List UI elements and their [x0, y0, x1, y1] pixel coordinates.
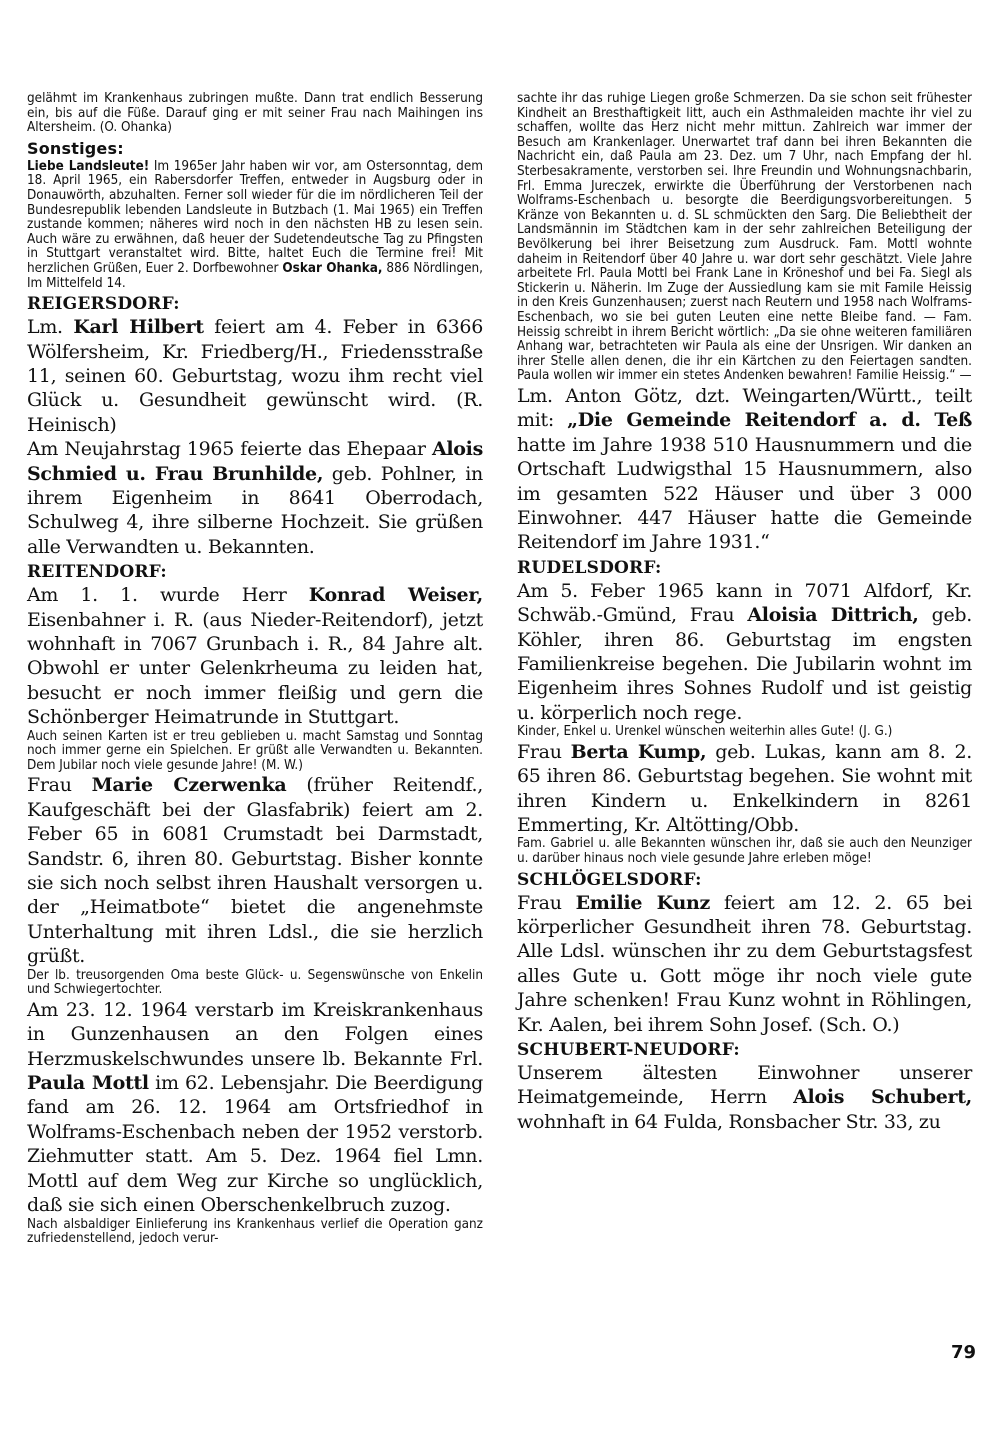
page-number: 79 — [951, 1342, 977, 1363]
paragraph — [517, 1061, 972, 1134]
section-heading-sonstiges: Sonstiges: — [27, 138, 124, 158]
text: geb. Lukas, kann am 8. 2. 65 ihren 86. Geburtstag begehen. Sie wohnt mit ihren Kindern u. Enkelkindern in 8261 Emmerting, Kr. Altötting/Obb. — [517, 740, 972, 836]
text: geb. Pohlner, in ihrem Eigenheim in 8641 Oberrodach, Schulweg 4, ihre silberne Hochzeit. Sie grüßen alle Verwandten u. Bekannten. — [27, 462, 483, 558]
text: Eisenbahner i. R. (aus Nieder-Reitendorf), jetzt wohnhaft in 7067 Grunbach i. R., 84 Jahre alt. Obwohl er unter Gelenkrheuma zu leiden hat, besucht er noch immer fleißig und gern die Schönberger Heimatrunde in Stuttgart. — [27, 608, 483, 729]
person-name: Alois Schmied u. Frau Brunhilde, — [27, 438, 483, 485]
section-heading-reitendorf: REITENDORF: — [27, 562, 167, 583]
text: feiert am 12. 2. 65 bei körperlicher Gesundheit ihren 78. Geburtstag. Alle Ldsl. wünschen ihr zu dem Geburtstagsfest alles Gute u. Gott möge ihr noch viele gute Jahre schenken! Frau Kunz wohnt in Röhlingen, Kr. Aalen, bei ihrem Sohn Josef. (Sch. O.) — [517, 891, 973, 1036]
text: Unserem ältesten Einwohner unserer Heimatgemeinde, Herrn — [517, 1062, 972, 1109]
paragraph: Fam. Gabriel u. alle Bekannten wünschen ihr, daß sie auch den Neunziger u. darüber hinaus noch viele gesunde Jahre erleben möge! — [517, 836, 972, 866]
text: (früher Reitendf., Kaufgeschäft bei der Glasfabrik) feiert am 2. Feber 65 in 6081 Crumstadt bei Darmstadt, Sandstr. 6, ihren 80. Geburtstag. Bisher konnte sie sich noch selbst ihren Haushalt versorgen u. der „Heimatbote“ bietet die angenehmste Unterhaltung mit ihren Ldsl., die sie herzlich grüßt. — [27, 774, 483, 968]
right-column — [517, 92, 972, 1134]
bold-quote: „Die Gemeinde Reitendorf a. d. Teß — [567, 409, 972, 432]
person-name: Alois Schubert, — [793, 1086, 972, 1109]
paragraph — [27, 583, 483, 729]
paragraph — [27, 773, 483, 968]
text: Lm. Anton Götz, dzt. Weingarten/Württ., teilt mit: — [517, 384, 972, 432]
section-heading-schubert-neudorf: SCHUBERT-NEUDORF: — [517, 1040, 740, 1060]
paragraph: Auch seinen Karten ist er treu geblieben u. macht Samstag und Sonntag noch immer gerne ein Spielchen. Er grüßt alle Verwandten u. Bekannten. Dem Jubilar noch viele gesunde Jahre! (M. W.) — [27, 728, 483, 773]
paragraph — [517, 579, 972, 725]
paragraph: sachte ihr das ruhige Liegen große Schmerzen. Da sie schon seit frühester Kindheit an Bresthaftigkeit litt, auch ein Asthmaleiden machte ihr viel zu schaffen, wollte das Herz nicht mehr mittun. Zahlreich war immer der Besuch am Krankenlager. Unerwartet traf dann bei ihren Bekannten die Nachricht ein, daß Paula am 23. Dez. um 7 Uhr, nach Empfang der hl. Sterbesakramente, verstorben sei. Ihre Freundin und Wohnungsnachbarin, Frl. Emma Jureczek, erwirkte die Überführung der Verstorbenen nach Wolframs-Eschenbach u. besorgte die Beerdigungsvorbereitungen. 5 Kränze von Bekannten u. d. SL schmückten den Sarg. Die Beliebtheit der Landsmännin im Städtchen kam in der sehr zahlreichen Beteiligung der Bevölkerung bei ihrer Beisetzung zum Ausdruck. Fam. Mottl wohnte daheim in Reitendorf über 40 Jahre u. war dort sehr geschätzt. Viele Jahre arbeitete Frl. Paula Mottl bei Frank Lane in Kröneshof und bei Fa. Siegl als Stickerin u. Näherin. Im Zuge der Aussiedlung kam sie mit Famile Heissig in den Kreis Gunzenhausen; zuerst nach Reutern und 1958 nach Wolframs-Eschenbach, wo sie bei guten Leuten eine nette Bleibe fand. — Fam. Heissig schreibt in ihrem Bericht wörtlich: „Da sie ohne weiteren familiären Anhang war, betrachteten wir Paula als eine der Unsrigen. Wir danken an ihrer Stelle allen denen, die ihr ein Kärtchen zu den Feiertagen sandten. Paula wollen wir immer ein stetes Andenken bewahren! Familie Heissig.“ — — [517, 91, 972, 384]
bold-lead: Liebe Landsleute! — [27, 158, 150, 174]
person-name: Oskar Ohanka, — [282, 260, 383, 276]
text: feiert am 4. Feber in 6366 Wölfersheim, Kr. Friedberg/H., Friedensstraße 11, seinen 60. Geburtstag, wozu ihm recht viel Glück u. Gesundheit gewünscht wird. (R. Heinisch) — [27, 316, 483, 436]
section-heading-reigersdorf: REIGERSDORF: — [27, 294, 180, 315]
text: Am 5. Feber 1965 kann in 7071 Alfdorf, Kr. Schwäb.-Gmünd, Frau — [517, 579, 972, 627]
paragraph — [27, 160, 483, 291]
text: Frau — [517, 740, 571, 763]
section-heading-rudelsdorf: RUDELSDORF: — [517, 557, 662, 578]
paragraph — [517, 740, 972, 838]
person-name: Emilie Kunz — [575, 891, 710, 914]
text: Frau — [27, 774, 92, 797]
paragraph: Kinder, Enkel u. Urenkel wünschen weiterhin alles Gute! (J. G.) — [517, 724, 893, 740]
person-name: Karl Hilbert — [73, 316, 204, 339]
text: wohnhaft in 64 Fulda, Ronsbacher Str. 33, zu — [517, 1110, 941, 1133]
person-name: Paula Mottl — [27, 1072, 149, 1095]
text: Im 1965er Jahr haben wir vor, am Ostersonntag, dem 18. April 1965, ein Rabersdorfer Treffen, entweder in Augsburg oder in Donauwörth, abzuhalten. Ferner soll wieder für die im nördlicheren Teil der Bundesrepublik lebenden Landsleute in Butzbach (1. Mai 1965) ein Treffen zustande kommen; näheres wird noch in den nächsten HB zu lesen sein. Auch wäre zu erwähnen, daß heuer der Sudetendeutsche Tag zu Pfingsten in Stuttgart veranstaltet wird. Bitte, haltet Euch die Termine frei! Mit herzlichen Grüßen, Euer 2. Dorfbewohner — [27, 158, 483, 276]
text: Am 1. 1. wurde Herr — [27, 584, 309, 607]
left-column — [27, 92, 483, 1247]
text: im 62. Lebensjahr. Die Beerdigung fand am 26. 12. 1964 am Ortsfriedhof in Wolframs-Eschenbach neben der 1952 verstorb. Ziehmutter statt. Am 5. Dez. 1964 fiel Lmn. Mottl auf dem Weg zur Kirche so unglücklich, daß sie sich einen Oberschenkelbruch zuzog. — [27, 1072, 483, 1217]
person-name: Marie Czerwenka — [91, 774, 287, 797]
paragraph: Der lb. treusorgenden Oma beste Glück- u. Segenswünsche von Enkelin und Schwiegertochter. — [27, 967, 483, 998]
section-heading-schloegelsdorf: SCHLÖGELSDORF: — [517, 869, 702, 890]
paragraph — [27, 437, 483, 559]
paragraph — [27, 315, 483, 437]
text: Am 23. 12. 1964 verstarb im Kreiskrankenhaus in Gunzenhausen an den Folgen eines Herzmuskelschwundes unsere lb. Bekannte Frl. — [27, 998, 483, 1070]
paragraph — [517, 384, 972, 555]
person-name: Aloisia Dittrich, — [747, 604, 919, 627]
text: 886 Nördlingen, Im Mittelfeld 14. — [27, 260, 483, 291]
text: Frau — [517, 891, 576, 914]
person-name: Berta Kump, — [570, 740, 707, 763]
paragraph: Nach alsbaldiger Einlieferung ins Krankenhaus verlief die Operation ganz zufriedenstellend, jedoch verur- — [27, 1216, 483, 1247]
text: hatte im Jahre 1938 510 Hausnummern und die Ortschaft Ludwigsthal 15 Hausnummern, also im gesamten 522 Häuser und über 3 000 Einwohner. 447 Häuser hatte die Gemeinde Reitendorf im Jahre 1931.“ — [517, 433, 972, 554]
person-name: Konrad Weiser, — [308, 584, 483, 607]
paragraph — [517, 891, 972, 1037]
paragraph: gelähmt im Krankenhaus zubringen mußte. Dann trat endlich Besserung ein, bis auf die Füße. Darauf ging er mit seiner Frau nach Maihingen ins Altersheim. (O. Ohanka) — [27, 91, 483, 136]
text: geb. Köhler, ihren 86. Geburtstag im engsten Familienkreise begehen. Die Jubilarin wohnt im Eigenheim ihres Sohnes Rudolf und ist geistig u. körperlich noch rege. — [517, 604, 972, 724]
text: Am Neujahrstag 1965 feierte das Ehepaar — [27, 438, 432, 461]
paragraph — [27, 998, 483, 1218]
text: Lm. — [27, 316, 74, 339]
